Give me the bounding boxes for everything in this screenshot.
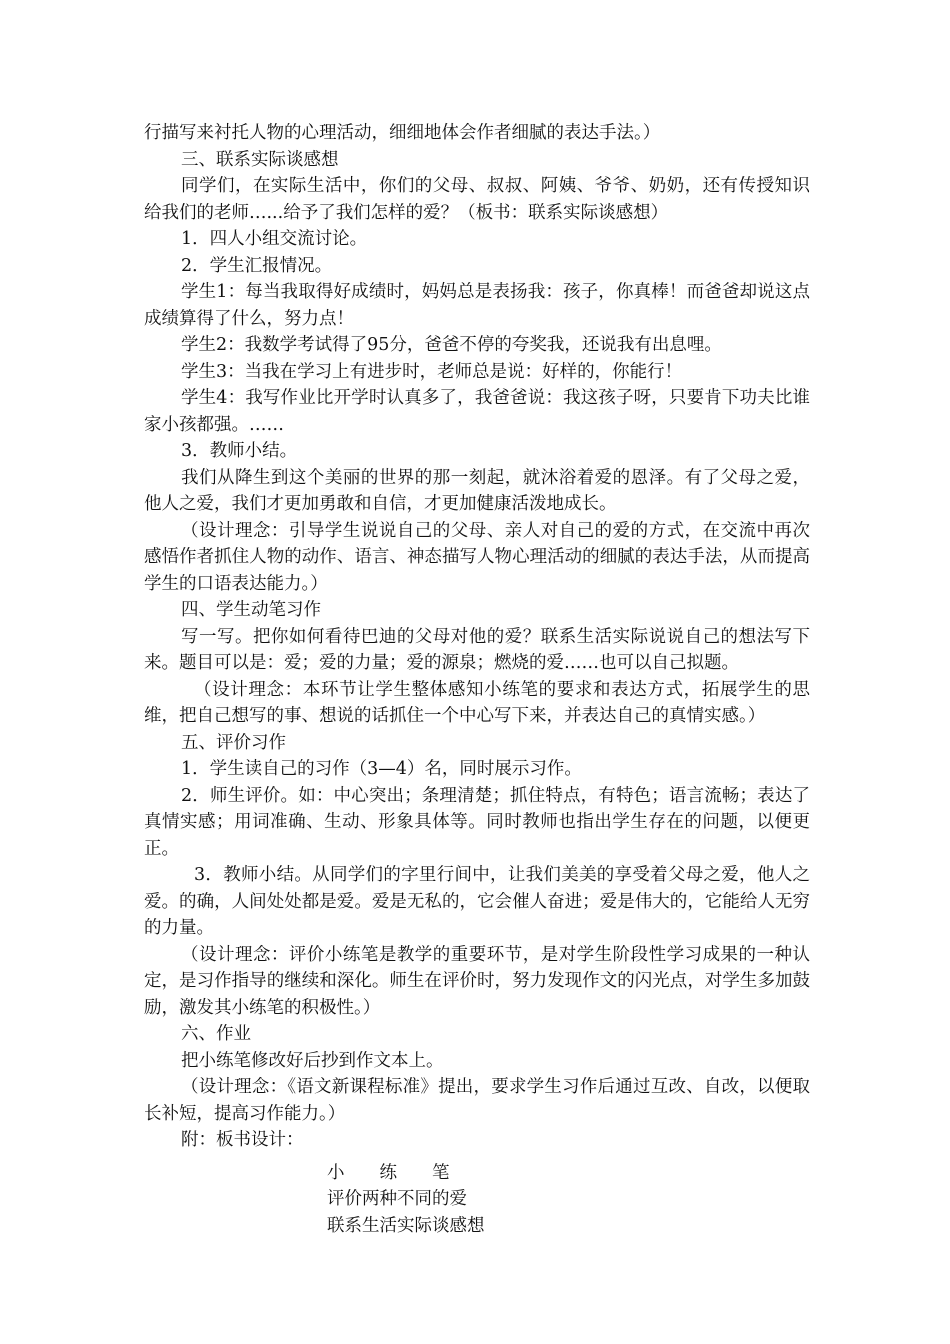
paragraph: 1．学生读自己的习作（3—4）名，同时展示习作。 [181,759,582,779]
paragraph: 学生1：每当我取得好成绩时，妈妈总是表扬我：孩子，你真棒！而爸爸却说这点成绩算得了什么，努力点！ [144,282,810,329]
section-heading: 四、学生动笔习作 [181,600,321,620]
paragraph: 我们从降生到这个美丽的世界的那一刻起，就沐浴着爱的恩泽。有了父母之爱，他人之爱，我们才更加勇敢和自信，才更加健康活泼地成长。 [144,467,810,514]
design-note: （设计理念：《语文新课程标准》提出，要求学生习作后通过互改、自改，以便取长补短，提高习作能力。） [144,1077,810,1124]
board-line: 评价两种不同的爱 [327,1189,467,1209]
section-heading: 六、作业 [181,1024,251,1044]
design-note: （设计理念：评价小练笔是教学的重要环节，是对学生阶段性学习成果的一种认定，是习作指导的继续和深化。师生在评价时，努力发现作文的闪光点，对学生多加鼓励，激发其小练笔的积极性。） [144,944,810,1018]
paragraph: 写一写。把你如何看待巴迪的父母对他的爱？联系生活实际说说自己的想法写下来。题目可以是：爱；爱的力量；爱的源泉；燃烧的爱……也可以自己拟题。 [144,626,810,673]
paragraph: 行描写来衬托人物的心理活动，细细地体会作者细腻的表达手法。） [144,123,661,143]
paragraph: 3．教师小结。从同学们的字里行间中，让我们美美的享受着父母之爱，他人之爱。的确，人间处处都是爱。爱是无私的，它会催人奋进；爱是伟大的，它能给人无穷的力量。 [144,865,810,938]
paragraph: 1．四人小组交流讨论。 [181,229,368,249]
document-body [144,120,810,1239]
paragraph: 同学们，在实际生活中，你们的父母、叔叔、阿姨、爷爷、奶奶，还有传授知识给我们的老师…...给予了我们怎样的爱？（板书：联系实际谈感想） [144,176,810,223]
board-line: 联系生活实际谈感想 [327,1215,485,1236]
paragraph: 学生4：我写作业比开学时认真多了，我爸爸说：我这孩子呀，只要肯下功夫比谁家小孩都强。…… [144,388,810,435]
paragraph: 2．学生汇报情况。 [181,255,333,276]
section-heading: 五、评价习作 [181,732,286,753]
section-heading: 三、联系实际谈感想 [181,149,339,170]
paragraph: 3．教师小结。 [181,441,298,461]
paragraph: 学生3：当我在学习上有进步时，老师总是说：好样的，你能行！ [181,361,683,382]
paragraph: 把小练笔修改好后抄到作文本上。 [181,1050,444,1071]
design-note: （设计理念：引导学生说说自己的父母、亲人对自己的爱的方式，在交流中再次感悟作者抓住人物的动作、语言、神态描写人物心理活动的细腻的表达手法，从而提高学生的口语表达能力。） [144,520,810,594]
paragraph: 2．师生评价。如：中心突出；条理清楚；抓住特点，有特色；语言流畅；表达了真情实感；用词准确、生动、形象具体等。同时教师也指出学生存在的问题，以便更正。 [144,785,810,859]
board-design-label: 附：板书设计： [181,1130,304,1150]
board-title: 小 练 笔 [327,1162,450,1183]
paragraph: 学生2：我数学考试得了95分，爸爸不停的夸奖我，还说我有出息哩。 [181,335,722,355]
board-design [144,1160,810,1240]
design-note: （设计理念：本环节让学生整体感知小练笔的要求和表达方式，拓展学生的思维，把自己想写的事、想说的话抓住一个中心写下来，并表达自己的真情实感。） [144,679,810,726]
